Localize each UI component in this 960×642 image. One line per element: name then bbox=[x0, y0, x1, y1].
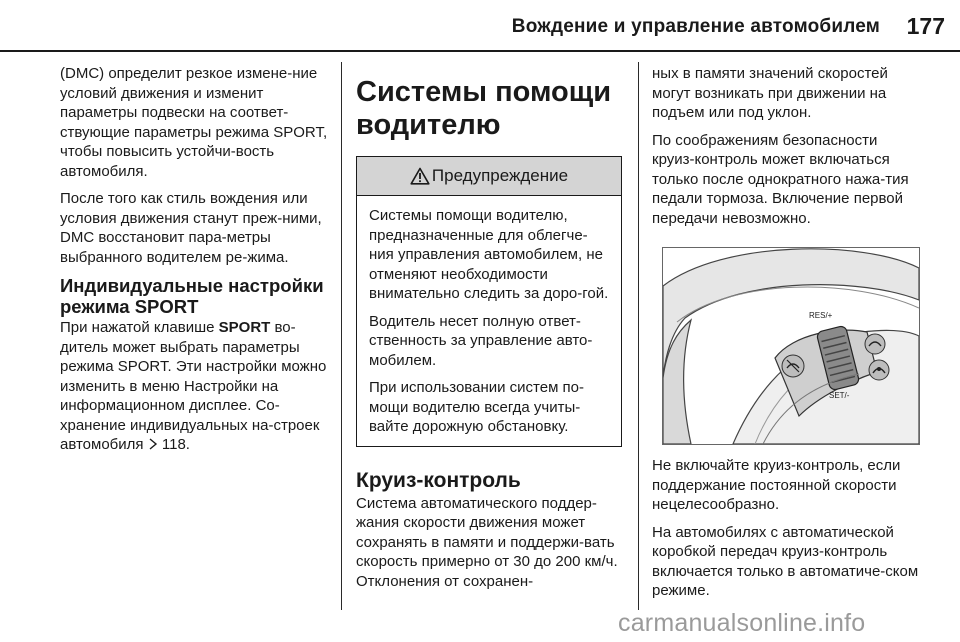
page-reference-icon bbox=[148, 438, 158, 450]
res-label: RES/+ bbox=[809, 311, 833, 320]
col3-paragraph-2: По соображениям безопасности круиз-контроль может включаться только после однократного нажа-тия педали тормоза. Включение первой передачи невозможно. bbox=[652, 131, 909, 227]
cruise-control-heading: Круиз-контроль bbox=[356, 468, 521, 492]
set-label: SET/- bbox=[829, 391, 850, 400]
sport-key-label: SPORT bbox=[218, 319, 271, 336]
header-rule bbox=[0, 50, 960, 52]
col2-paragraph-1: Система автоматического поддер-жания скорости движения может сохранять в памяти и поддержи-вать скорость примерно от 30 до 200 км/ч. Отклонения от сохранен- bbox=[356, 494, 618, 590]
col1-paragraph-2: После того как стиль вождения или условия движения станут преж-ними, DMC восстановит пара-метры выбранного водителем ре-жима. bbox=[60, 190, 322, 266]
col3-paragraph-4: На автомобилях с автоматической коробкой передач круиз-контроль включается только в автоматиче-ском режиме. bbox=[652, 523, 919, 599]
steering-wheel-drawing bbox=[663, 248, 919, 444]
warning-body bbox=[357, 196, 621, 446]
column-3 bbox=[652, 64, 924, 609]
steering-wheel-illustration bbox=[662, 247, 920, 445]
warning-header bbox=[357, 157, 621, 196]
warning-paragraph-1: Системы помощи водителю, предназначенные для облегче-ния управления автомобилем, не отменяют необходимости внимательно следить за доро-гой. bbox=[369, 207, 609, 302]
warning-paragraph-3: При использовании систем по-мощи водителю всегда учиты-вайте дорожную обстановку. bbox=[369, 379, 585, 435]
col1-paragraph-1: (DMC) определит резкое измене-ние условий движения и изменит параметры подвески на соответ-ствующие параметры режима SPORT, чтобы повысить устойчи-вость автомобиля. bbox=[60, 65, 328, 180]
column-1 bbox=[60, 64, 328, 463]
column-divider-1 bbox=[341, 62, 342, 610]
column-divider-2 bbox=[638, 62, 639, 610]
para3-text-start: При нажатой клавише bbox=[60, 319, 219, 336]
col3-paragraph-3: Не включайте круиз-контроль, если поддержание постоянной скорости нецелесообразно. bbox=[652, 457, 901, 513]
page-reference-link[interactable]: 118. bbox=[161, 436, 190, 453]
sport-settings-heading: Индивидуальные настройки режима SPORT bbox=[60, 275, 324, 317]
column-2 bbox=[356, 64, 624, 599]
para3-text-end: во-дитель может выбрать параметры режима SPORT. Эти настройки можно изменить в меню Настройки на информационном дисплее. Со-хранение индивидуальных на-строек автомобиля bbox=[60, 319, 327, 453]
warning-triangle-icon bbox=[410, 167, 430, 185]
page-number: 177 bbox=[906, 13, 945, 39]
watermark: carmanualsonline.info bbox=[618, 609, 866, 637]
warning-box bbox=[356, 156, 622, 447]
warning-paragraph-2: Водитель несет полную ответ-ственность за управление авто-мобилем. bbox=[369, 312, 593, 369]
col1-paragraph-3 bbox=[60, 318, 328, 455]
page-header-title: Вождение и управление автомобилем bbox=[511, 16, 880, 37]
warning-title: Предупреждение bbox=[431, 166, 569, 186]
col3-paragraph-1: ных в памяти значений скоростей могут возникать при движении на подъем или под уклон. bbox=[652, 65, 888, 121]
driver-assistance-heading: Системы помощи водителю bbox=[356, 76, 612, 141]
